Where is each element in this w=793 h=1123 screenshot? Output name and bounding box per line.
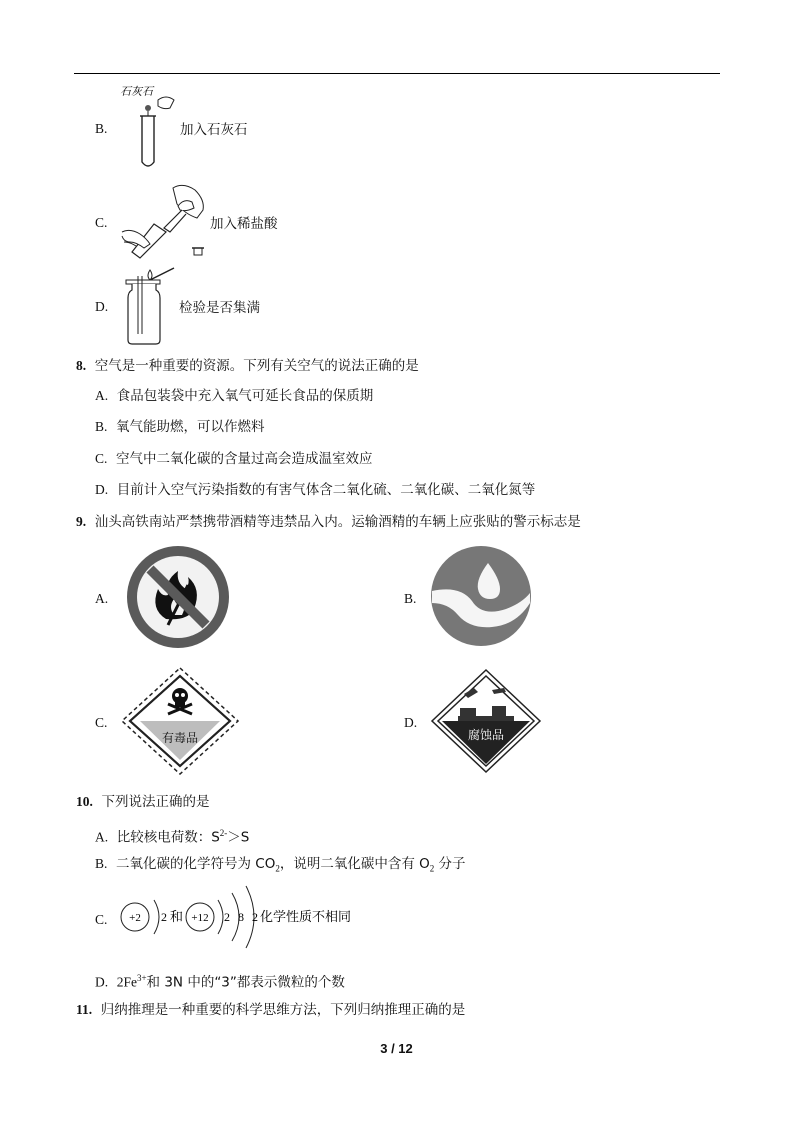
q7-option-b-letter: B. [95, 121, 108, 136]
flammable-liquid-sign [430, 545, 532, 647]
q10-stem: 下列说法正确的是 [101, 794, 210, 810]
pouring-acid-figure [118, 180, 210, 262]
shell-1-label: 2 [161, 910, 167, 924]
q11-stem: 归纳推理是一种重要的科学思维方法，下列归纳推理正确的是 [100, 1002, 466, 1018]
q8-stem: 空气是一种重要的资源。下列有关空气的说法正确的是 [94, 358, 419, 374]
limestone-label: 石灰石 [120, 85, 153, 98]
q9-number: 9. [76, 514, 87, 529]
q10-option-d-t2: 和 3N 中的“3”都表示微粒的个数 [146, 974, 345, 991]
q7-option-d-text: 检验是否集满 [179, 300, 260, 316]
q10-option-b-letter: B. [95, 856, 108, 871]
q8-option-a-letter: A. [95, 388, 109, 403]
q10-option-d-t1: 2Fe [116, 974, 137, 990]
q10-option-c-letter: C. [95, 912, 108, 927]
q10-option-a-pre: 比较核电荷数：S [116, 829, 220, 846]
nucleus-1-label: +2 [129, 912, 141, 924]
q8-option-c [95, 450, 372, 468]
q10-option-b-t1: 二氧化碳的化学符号为 CO [115, 856, 276, 872]
q10-stem-row [76, 793, 209, 811]
q10-option-b-t3: 分子 [434, 856, 466, 872]
q9-option-d-letter: D. [404, 715, 418, 730]
q8-stem-row [76, 357, 419, 375]
q10-option-b [95, 855, 466, 878]
test-tube-limestone-figure [118, 82, 178, 172]
q10-option-a [95, 824, 249, 847]
q9-option-a-letter: A. [95, 591, 109, 606]
q10-number: 10. [76, 794, 93, 809]
q8-option-d-letter: D. [95, 482, 109, 497]
header-rule [74, 73, 720, 74]
shell-2a-label: 2 [224, 910, 230, 924]
toxic-sign [120, 666, 240, 776]
q10-option-d-letter: D. [95, 974, 109, 990]
q8-option-b-letter: B. [95, 419, 108, 434]
q8-option-a-text: 食品包装袋中充入氧气可延长食品的保质期 [116, 388, 374, 404]
q9-stem: 汕头高铁南站严禁携带酒精等违禁品入内。运输酒精的车辆上应张贴的警示标志是 [94, 514, 581, 530]
q9-stem-row [76, 513, 581, 531]
corrosive-sign-label: 腐蚀品 [467, 728, 505, 742]
page-number: 3 / 12 [380, 1041, 413, 1056]
q8-option-d-text: 目前计入空气污染指数的有害气体含二氧化硫、二氧化碳、二氧化氮等 [116, 482, 536, 498]
q10-option-b-s1: 2 [275, 863, 280, 874]
q8-option-b [95, 418, 264, 436]
shell-2b-label: 8 [238, 910, 244, 924]
q8-option-d [95, 481, 535, 499]
q7-option-c-letter: C. [95, 215, 108, 230]
q7-option-b-text: 加入石灰石 [180, 122, 248, 138]
q10-option-c-post: 化学性质不相同 [260, 910, 352, 925]
shell-2c-label: 2 [252, 910, 258, 924]
no-fire-sign [124, 545, 232, 649]
q8-option-c-letter: C. [95, 451, 108, 466]
corrosive-sign [430, 668, 542, 774]
q7-option-d-letter: D. [95, 299, 109, 314]
q8-number: 8. [76, 358, 87, 373]
q10-option-b-t2: ，说明二氧化碳中含有 O [279, 856, 430, 872]
q10-option-a-sup: 2- [219, 828, 228, 838]
toxic-sign-label: 有毒品 [161, 731, 199, 745]
q10-option-a-post: ＞S [227, 829, 250, 846]
q10-option-b-s2: 2 [429, 863, 435, 874]
q10-option-d-sup: 3+ [136, 973, 147, 983]
q8-option-a [95, 387, 373, 405]
q9-option-b-letter: B. [404, 591, 417, 606]
q7-option-c-text: 加入稀盐酸 [210, 216, 278, 232]
q11-number: 11. [76, 1002, 93, 1017]
q8-option-c-text: 空气中二氧化碳的含量过高会造成温室效应 [115, 451, 373, 467]
nucleus-2-label: +12 [191, 912, 209, 924]
q11-stem-row [76, 1001, 465, 1019]
q8-option-b-text: 氧气能助燃，可以作燃料 [115, 419, 265, 435]
atom-structure-figure [118, 884, 368, 954]
gas-jar-test-figure [118, 262, 182, 346]
q9-option-c-letter: C. [95, 715, 108, 730]
q10-option-d [95, 969, 345, 992]
q10-option-a-letter: A. [95, 829, 109, 845]
join-label: 和 [170, 910, 184, 925]
